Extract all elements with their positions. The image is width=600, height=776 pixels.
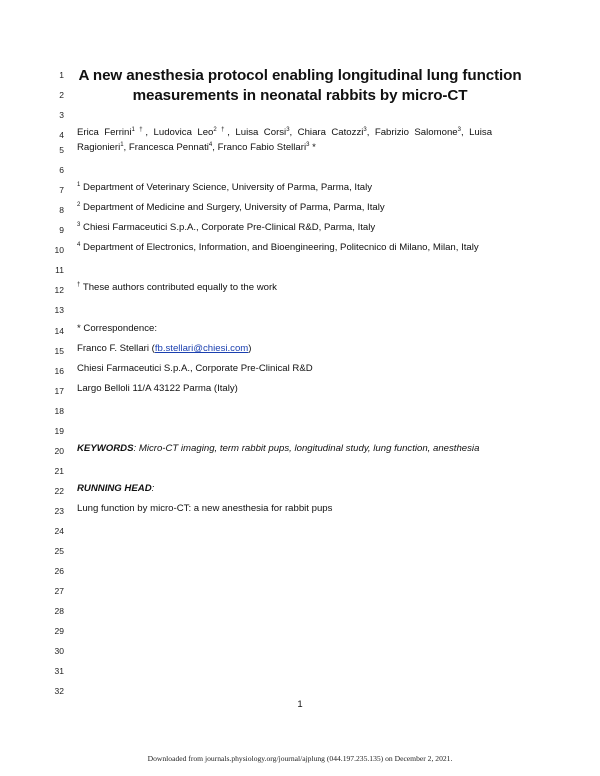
line-number: 17 [54,386,64,396]
line-number: 10 [54,245,64,255]
line-number: 31 [54,666,64,676]
running-head-text: Lung function by micro-CT: a new anesthesia for rabbit pups [77,503,333,514]
line-number: 3 [59,110,64,120]
line-number: 27 [54,586,64,596]
line-number: 23 [54,506,64,516]
line-number: 6 [59,165,64,175]
running-head-label: RUNNING HEAD [77,483,152,494]
affiliation-text: Department of Medicine and Surgery, University of Parma, Parma, Italy [83,202,385,213]
line-number: 28 [54,606,64,616]
line-number: 25 [54,546,64,556]
keywords-text: : Micro-CT imaging, term rabbit pups, longitudinal study, lung function, anesthesia [133,443,480,454]
keywords [77,443,479,454]
line-number: 8 [59,205,64,215]
correspondence-name-text: Franco F. Stellari ( [77,343,155,354]
author-name: Erica Ferrini [77,127,132,138]
download-footer: Downloaded from journals.physiology.org/journal/ajplung (044.197.235.135) on December 2, 2021. [147,754,453,763]
corresponding-author-mark: * [312,142,316,153]
author-affiliation-mark: 2 † [213,127,228,133]
author-name: Fabrizio Salomone [374,127,458,138]
equal-contribution-text: These authors contributed equally to the work [82,282,277,293]
line-number: 29 [54,626,64,636]
affiliation-text: Department of Veterinary Science, University of Parma, Parma, Italy [83,182,373,193]
line-number: 20 [54,446,64,456]
correspondence-email-link[interactable]: fb.stellari@chiesi.com [154,343,249,354]
author-affiliation-mark: 3 [306,142,310,148]
affiliation-number: 3 [77,222,81,228]
running-head-colon: : [151,483,155,494]
author-name: Luisa [469,127,493,138]
affiliation-3 [77,222,375,233]
author-name: Ragionieri [77,142,121,153]
line-number: 14 [54,326,64,336]
line-number: 32 [54,686,64,696]
line-number: 16 [54,366,64,376]
line-number: 24 [54,526,64,536]
line-number: 15 [54,346,64,356]
line-number: 19 [54,426,64,436]
correspondence-organization: Chiesi Farmaceutici S.p.A., Corporate Pre-Clinical R&D [77,363,313,374]
line-number: 22 [54,486,64,496]
author-affiliation-mark: 3 [363,127,367,133]
line-number: 18 [54,406,64,416]
author-name: Ludovica Leo [153,127,214,138]
author-affiliation-mark: 1 † [131,127,146,133]
equal-contribution-note [77,282,277,293]
line-number: 12 [54,285,64,295]
correspondence-address: Largo Belloli 11/A 43122 Parma (Italy) [77,383,238,394]
affiliation-text: Department of Electronics, Information, and Bioengineering, Politecnico di Milano, Milan, Italy [83,242,479,253]
paper-title-line-2: measurements in neonatal rabbits by micro-CT [132,87,468,104]
affiliation-number: 4 [77,242,81,248]
line-number: 21 [54,466,64,476]
author-affiliation-mark: 1 [120,142,124,148]
keywords-label: KEYWORDS [77,443,134,454]
affiliation-number: 2 [77,202,81,208]
correspondence-name [77,343,252,354]
author-name: Franco Fabio Stellari [217,142,307,153]
affiliation-4 [77,242,479,253]
line-number: 30 [54,646,64,656]
dagger-mark: † [77,282,81,288]
author-affiliation-mark: 3 [286,127,290,133]
line-number: 1 [59,70,64,80]
running-head-heading [77,483,154,494]
line-number: 7 [59,185,64,195]
author-name: Francesca Pennati [128,142,209,153]
author-affiliation-mark: 4 [208,142,213,148]
line-number: 13 [54,305,64,315]
line-number: 11 [55,265,64,275]
author-list-line-2: Ragionieri$^1$, Francesca Pennati$^4$, Franco Fabio Stellari$^3$ * [77,142,316,153]
correspondence-paren: ) [248,343,252,354]
author-affiliation-mark: 3 [457,127,461,133]
affiliation-2 [77,202,385,213]
line-number: 9 [59,225,64,235]
line-number: 4 [59,130,64,140]
affiliation-1 [77,182,372,193]
author-name: Chiara Catozzi [297,127,364,138]
paper-title-line-1: A new anesthesia protocol enabling longitudinal lung function [78,67,522,84]
author-list-line-1: Erica Ferrini$^{1 \dagger}$, Ludovica Leo$^{2 \dagger}$, Luisa Corsi$^3$, Chiara Catozzi$^3$, Fabrizio Salomone$^3$, Luisa [77,127,493,138]
author-name: Luisa Corsi [235,127,287,138]
page-number: 1 [297,699,303,710]
correspondence-label: * Correspondence: [77,323,157,334]
affiliation-text: Chiesi Farmaceutici S.p.A., Corporate Pre-Clinical R&D, Parma, Italy [83,222,376,233]
line-number: 26 [54,566,64,576]
line-number: 2 [59,90,64,100]
affiliation-number: 1 [77,182,81,188]
line-number: 5 [59,145,64,155]
